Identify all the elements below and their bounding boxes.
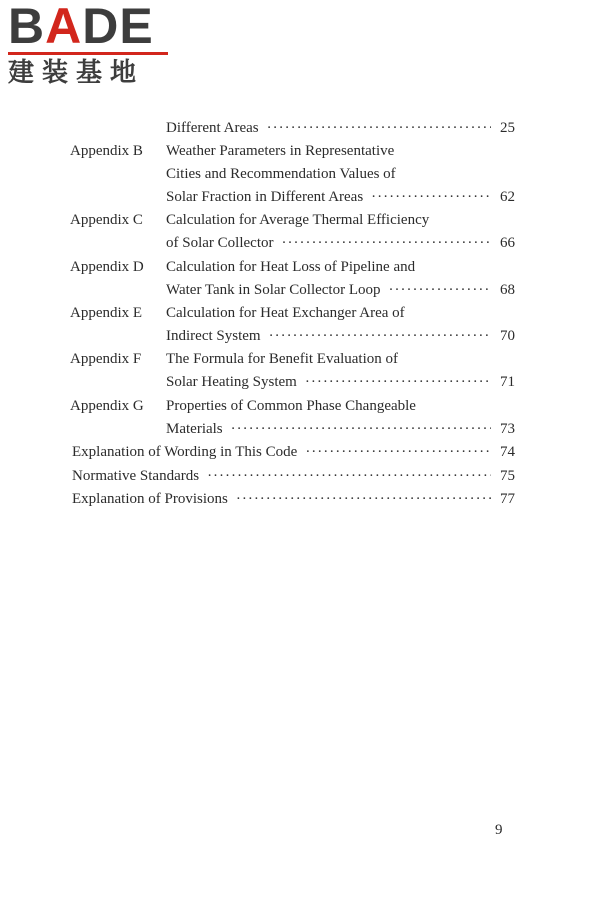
bade-logo — [8, 0, 178, 88]
toc-page-number: 66 — [500, 235, 515, 251]
logo-wordmark — [8, 0, 178, 54]
toc-entry — [166, 326, 515, 346]
dot-leader — [269, 326, 491, 346]
toc-appendix-label: Appendix E — [70, 305, 143, 321]
toc-entry-title: Explanation of Wording in This Code — [72, 444, 298, 460]
dot-leader — [389, 280, 492, 300]
toc-entry-title: Materials — [166, 421, 223, 437]
toc-appendix-label: Appendix F — [70, 351, 142, 367]
toc-page-number: 25 — [500, 120, 515, 136]
logo-chinese-name: 建装基地 — [8, 58, 145, 88]
toc-entry — [70, 210, 429, 230]
toc-entry — [166, 233, 515, 253]
toc-entry — [70, 349, 398, 369]
logo-letter-a: A — [45, 0, 83, 54]
toc-page-number: 70 — [500, 328, 515, 344]
toc-entry-title: Calculation for Heat Loss of Pipeline and — [166, 259, 416, 275]
page-number: 9 — [495, 822, 503, 838]
toc-entry-title: Different Areas — [166, 120, 259, 136]
dot-leader — [207, 466, 491, 486]
toc-entry-title: Normative Standards — [72, 468, 200, 484]
toc-entry — [166, 118, 515, 138]
dot-leader — [267, 118, 491, 138]
toc-page-number: 74 — [500, 444, 515, 460]
toc-appendix-label: Appendix D — [70, 259, 144, 275]
toc-appendix-label: Appendix G — [70, 398, 144, 414]
toc-appendix-label: Appendix C — [70, 212, 143, 228]
toc-page-number: 62 — [500, 189, 515, 205]
toc-page-number: 68 — [500, 282, 515, 298]
toc-entry-title: Water Tank in Solar Collector Loop — [166, 282, 381, 298]
toc-entry — [166, 280, 515, 300]
toc-page-number: 77 — [500, 491, 515, 507]
dot-leader — [281, 233, 491, 253]
toc-entry — [166, 419, 515, 439]
toc-entry-title: Indirect System — [166, 328, 261, 344]
toc-entry-title: Weather Parameters in Representative — [166, 143, 395, 159]
dot-leader — [305, 442, 491, 462]
toc-entry-title: Cities and Recommendation Values of — [166, 166, 396, 182]
toc-page-number: 75 — [500, 468, 515, 484]
logo-letters-de: DE — [82, 0, 154, 54]
toc-entry — [70, 396, 416, 416]
toc-entry — [70, 303, 405, 323]
toc-entry-title: Explanation of Provisions — [72, 491, 228, 507]
dot-leader — [231, 419, 491, 439]
logo-letter-b: B — [8, 0, 46, 54]
toc-entry-title: Calculation for Heat Exchanger Area of — [166, 305, 405, 321]
toc-entry — [72, 489, 515, 509]
dot-leader — [236, 489, 491, 509]
toc-entry — [72, 442, 515, 462]
toc-entry — [70, 141, 394, 161]
toc-entry-title: Calculation for Average Thermal Efficiency — [166, 212, 430, 228]
toc-entry — [166, 187, 515, 207]
toc-page-number: 73 — [500, 421, 515, 437]
toc-page-number: 71 — [500, 374, 515, 390]
toc-entry-title: Solar Fraction in Different Areas — [166, 189, 364, 205]
toc-entry-title: of Solar Collector — [166, 235, 274, 251]
toc-entry-title: Properties of Common Phase Changeable — [166, 398, 416, 414]
toc-entry-title: Solar Heating System — [166, 374, 297, 390]
toc-entry — [166, 372, 515, 392]
toc-entry — [70, 257, 415, 277]
toc-entry — [72, 466, 515, 486]
toc-entry — [166, 164, 396, 184]
toc-appendix-label: Appendix B — [70, 143, 143, 159]
dot-leader — [305, 372, 491, 392]
dot-leader — [371, 187, 491, 207]
toc-entry-title: The Formula for Benefit Evaluation of — [166, 351, 399, 367]
